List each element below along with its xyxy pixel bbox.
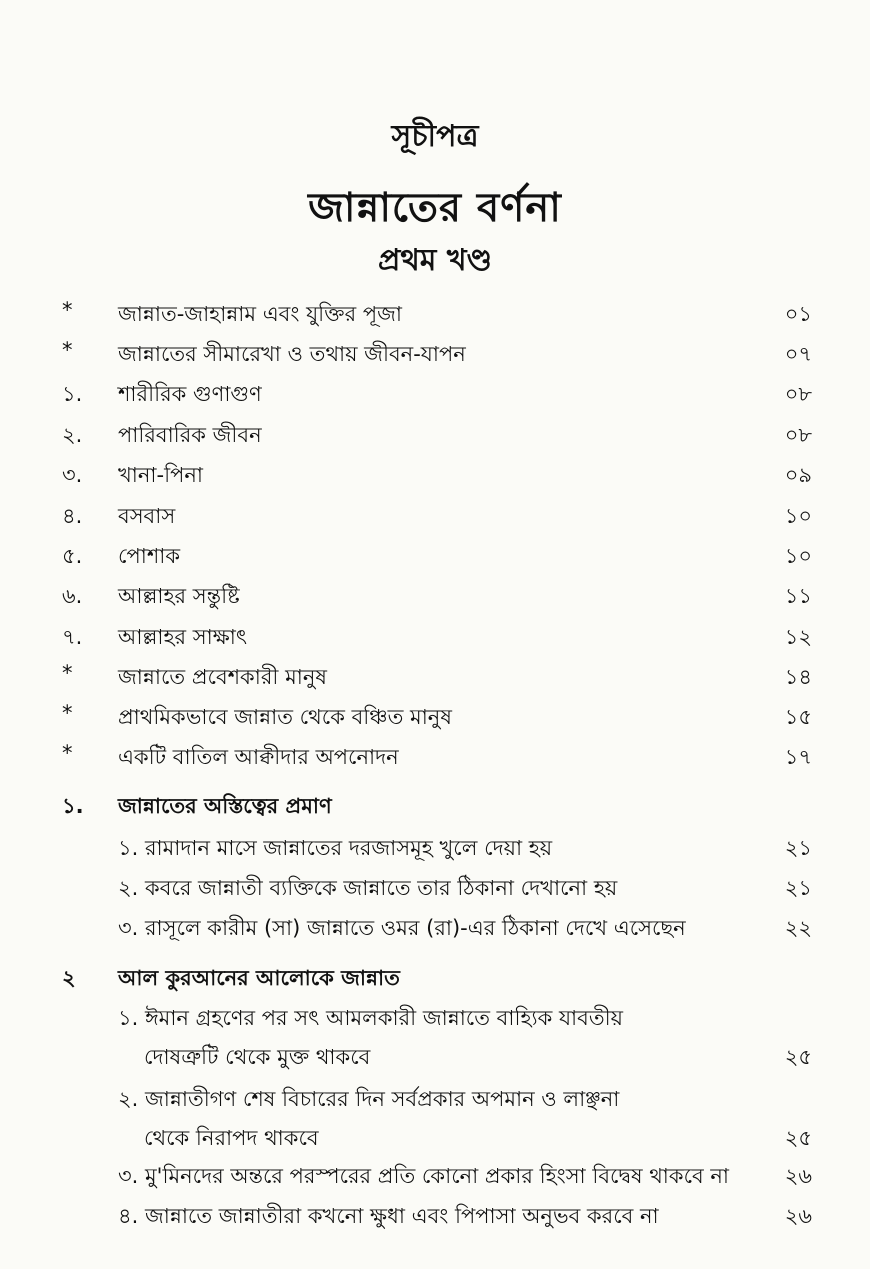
toc-sub-row <box>0 1083 870 1119</box>
toc-row <box>0 378 870 414</box>
toc-row <box>0 701 870 737</box>
toc-page-number: ২৫ <box>784 1126 812 1150</box>
section-heading <box>0 790 870 826</box>
toc-sub-row <box>0 872 870 908</box>
toc-entry-text: জান্নাতের সীমারেখা ও তথায় জীবন-যাপন <box>118 342 466 366</box>
toc-page-number: ১৭ <box>784 745 812 769</box>
toc-marker: * <box>62 701 73 725</box>
toc-page-number: ০৮ <box>784 423 812 447</box>
toc-sub-row <box>0 1200 870 1236</box>
toc-entry-text: থেকে নিরাপদ থাকবে <box>144 1126 319 1150</box>
toc-sub-row <box>0 912 870 948</box>
toc-page-number: ০৮ <box>784 382 812 406</box>
toc-page-number: ২৫ <box>784 1045 812 1069</box>
toc-marker: * <box>62 338 73 362</box>
toc-sub-row <box>0 832 870 868</box>
toc-page-number: ১০ <box>784 504 812 528</box>
toc-marker: ৭. <box>62 625 83 649</box>
toc-entry-text: পারিবারিক জীবন <box>118 423 262 447</box>
toc-page-number: ১০ <box>784 544 812 568</box>
section-heading-text: আল কুরআনের আলোকে জান্নাত <box>118 966 400 990</box>
toc-row <box>0 540 870 576</box>
toc-marker: ৩. <box>62 463 83 487</box>
toc-page-number: ২১ <box>784 876 812 900</box>
toc-page-number: ২২ <box>784 916 812 940</box>
section-marker: ১. <box>62 794 84 818</box>
toc-page-number: ০৭ <box>784 342 812 366</box>
book-title: জান্নাতের বর্ণনা <box>308 185 562 231</box>
toc-marker: * <box>62 298 73 322</box>
toc-page-number: ১২ <box>784 625 812 649</box>
toc-row <box>0 621 870 657</box>
toc-entry-text: ২. জান্নাতীগণ শেষ বিচারের দিন সর্বপ্রকার অপমান ও লাঞ্ছনা <box>118 1087 620 1111</box>
toc-entry-text: আল্লাহর সন্তুষ্টি <box>118 584 240 608</box>
toc-entry-text: জান্নাত-জাহান্নাম এবং যুক্তির পূজা <box>118 302 402 326</box>
toc-marker: * <box>62 741 73 765</box>
toc-row <box>0 298 870 334</box>
toc-entry-text: জান্নাতে প্রবেশকারী মানুষ <box>118 665 327 689</box>
toc-row <box>0 338 870 374</box>
toc-row <box>0 741 870 777</box>
toc-entry-text: দোষত্রুটি থেকে মুক্ত থাকবে <box>144 1045 371 1069</box>
section-heading-text: জান্নাতের অস্তিত্বের প্রমাণ <box>118 794 332 818</box>
toc-page-number: ২১ <box>784 836 812 860</box>
toc-page-number: ১১ <box>784 584 812 608</box>
toc-entry-text: ১. রামাদান মাসে জান্নাতের দরজাসমূহ খুলে দেয়া হয় <box>118 836 553 860</box>
toc-marker: ৫. <box>62 544 83 568</box>
part-title: প্রথম খণ্ড <box>377 243 493 278</box>
toc-marker: ১. <box>62 382 83 406</box>
toc-entry-text: আল্লাহর সাক্ষাৎ <box>118 625 248 649</box>
toc-sub-row-continuation <box>0 1122 870 1158</box>
section-heading <box>0 962 870 998</box>
section-marker: ২ <box>62 966 76 990</box>
toc-entry-text: একটি বাতিল আক্বীদার অপনোদন <box>118 745 399 769</box>
toc-row <box>0 580 870 616</box>
toc-page-number: ১৪ <box>784 665 812 689</box>
toc-sub-row <box>0 1160 870 1196</box>
toc-entry-text: ৪. জান্নাতে জান্নাতীরা কখনো ক্ষুধা এবং পিপাসা অনুভব করবে না <box>118 1204 659 1228</box>
toc-entry-text: প্রাথমিকভাবে জান্নাত থেকে বঞ্চিত মানুষ <box>118 705 452 729</box>
toc-entry-text: ১. ঈমান গ্রহণের পর সৎ আমলকারী জান্নাতে বাহ্যিক যাবতীয় <box>118 1006 623 1030</box>
toc-entry-text: বসবাস <box>118 504 176 528</box>
toc-page-number: ০১ <box>784 302 812 326</box>
toc-row <box>0 459 870 495</box>
toc-entry-text: খানা-পিনা <box>118 463 203 487</box>
toc-entry-text: ৩. মু'মিনদের অন্তরে পরস্পরের প্রতি কোনো প্রকার হিংসা বিদ্বেষ থাকবে না <box>118 1164 730 1188</box>
toc-entry-text: ২. কবরে জান্নাতী ব্যক্তিকে জান্নাতে তার ঠিকানা দেখানো হয় <box>118 876 618 900</box>
toc-row <box>0 500 870 536</box>
toc-sub-row-continuation <box>0 1041 870 1077</box>
toc-marker: ৪. <box>62 504 83 528</box>
toc-row <box>0 661 870 697</box>
toc-row <box>0 419 870 455</box>
toc-marker: ৬. <box>62 584 83 608</box>
toc-page-number: ২৬ <box>784 1164 812 1188</box>
toc-entry-text: পোশাক <box>118 544 181 568</box>
toc-entry-text: শারীরিক গুণাগুণ <box>118 382 262 406</box>
toc-marker: ২. <box>62 423 83 447</box>
toc-sub-row <box>0 1002 870 1038</box>
toc-page-number: ২৬ <box>784 1204 812 1228</box>
toc-entry-text: ৩. রাসূলে কারীম (সা) জান্নাতে ওমর (রা)-এর ঠিকানা দেখে এসেছেন <box>118 916 686 940</box>
toc-marker: * <box>62 661 73 685</box>
contents-title: সূচীপত্র <box>391 119 479 154</box>
toc-page-number: ০৯ <box>784 463 812 487</box>
toc-page-number: ১৫ <box>784 705 812 729</box>
